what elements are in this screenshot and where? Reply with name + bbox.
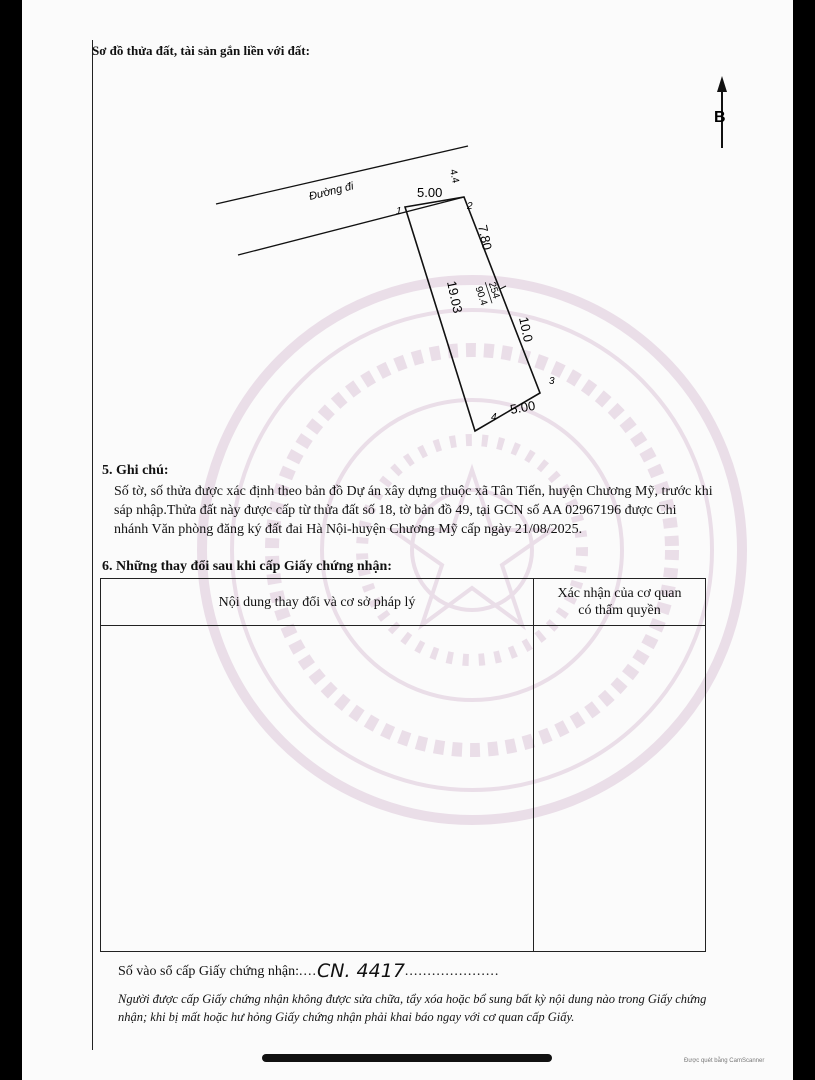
road-edge-lower xyxy=(238,197,464,255)
registry-dots-after: ..................... xyxy=(404,964,500,979)
point-2: 2 xyxy=(467,201,473,212)
north-label: B xyxy=(714,109,726,126)
road-label: Đường đi xyxy=(307,180,355,203)
edge-right-upper-length: 7.80 xyxy=(475,223,496,252)
edge-top-length: 5.00 xyxy=(417,185,443,200)
changes-table xyxy=(100,578,706,952)
home-indicator[interactable] xyxy=(262,1054,552,1062)
edge-left-length: 19.03 xyxy=(444,279,466,315)
col-header-changes: Nội dung thay đổi và cơ sở pháp lý xyxy=(101,579,534,626)
point-3: 3 xyxy=(549,376,555,387)
point-4: 4 xyxy=(491,412,497,423)
parcel-label xyxy=(472,279,503,308)
registry-label: Số vào sổ cấp Giấy chứng nhận: xyxy=(118,964,299,979)
north-arrow-icon xyxy=(714,76,727,148)
section-5-note: Số tờ, số thửa được xác định theo bản đồ Dự án xây dựng thuộc xã Tân Tiến, huyện Chương Mỹ, trước khi sáp nhập.Thửa đất này được cấp từ thửa đất số 18, tờ bản đồ 49, tại GCN số AA 02967196 được Chi nhánh Văn phòng đăng ký đất đai Hà Nội-huyện Chương Mỹ cấp ngày 21/08/2025. xyxy=(114,484,713,537)
point-1: 1 xyxy=(396,206,402,217)
changes-cell xyxy=(101,626,534,952)
changes-table-row xyxy=(101,626,706,952)
certificate-page xyxy=(22,0,793,1080)
usage-warning: Người được cấp Giấy chứng nhận không được sửa chữa, tẩy xóa hoặc bổ sung bất kỳ nội dung nào trong Giấy chứng nhận; khi bị mất hoặc hư hỏng Giấy chứng nhận phải khai báo ngay với cơ quan cấp Giấy. xyxy=(118,992,707,1024)
edge-bottom-length: 5.00 xyxy=(508,397,537,417)
registry-line xyxy=(118,958,499,980)
edge-right-lower-length: 10.0 xyxy=(516,315,537,344)
road-width-label: 4.4 xyxy=(447,168,461,185)
registry-dots-before: .... xyxy=(299,964,317,979)
plan-heading: Sơ đồ thửa đất, tài sản gắn liền với đất: xyxy=(92,43,310,58)
parcel-outline xyxy=(405,197,540,431)
col-header-confirmation-line2: có thẩm quyền xyxy=(578,603,661,618)
parcel-vertex-mid xyxy=(500,286,506,289)
col-header-confirmation xyxy=(534,579,706,626)
land-plot-diagram xyxy=(22,0,793,460)
registry-number: CN. 4417 xyxy=(317,960,405,982)
changes-table-header xyxy=(101,579,706,626)
confirmation-cell xyxy=(534,626,706,952)
col-header-confirmation-line1: Xác nhận của cơ quan xyxy=(557,586,682,601)
section-5-title: 5. Ghi chú: xyxy=(102,463,169,478)
section-6-title: 6. Những thay đổi sau khi cấp Giấy chứng nhận: xyxy=(102,559,392,574)
parcel-area: 90.4 xyxy=(472,285,490,308)
scanner-watermark: Được quét bằng CamScanner xyxy=(684,1058,765,1064)
parcel-number: 254 xyxy=(485,280,502,301)
